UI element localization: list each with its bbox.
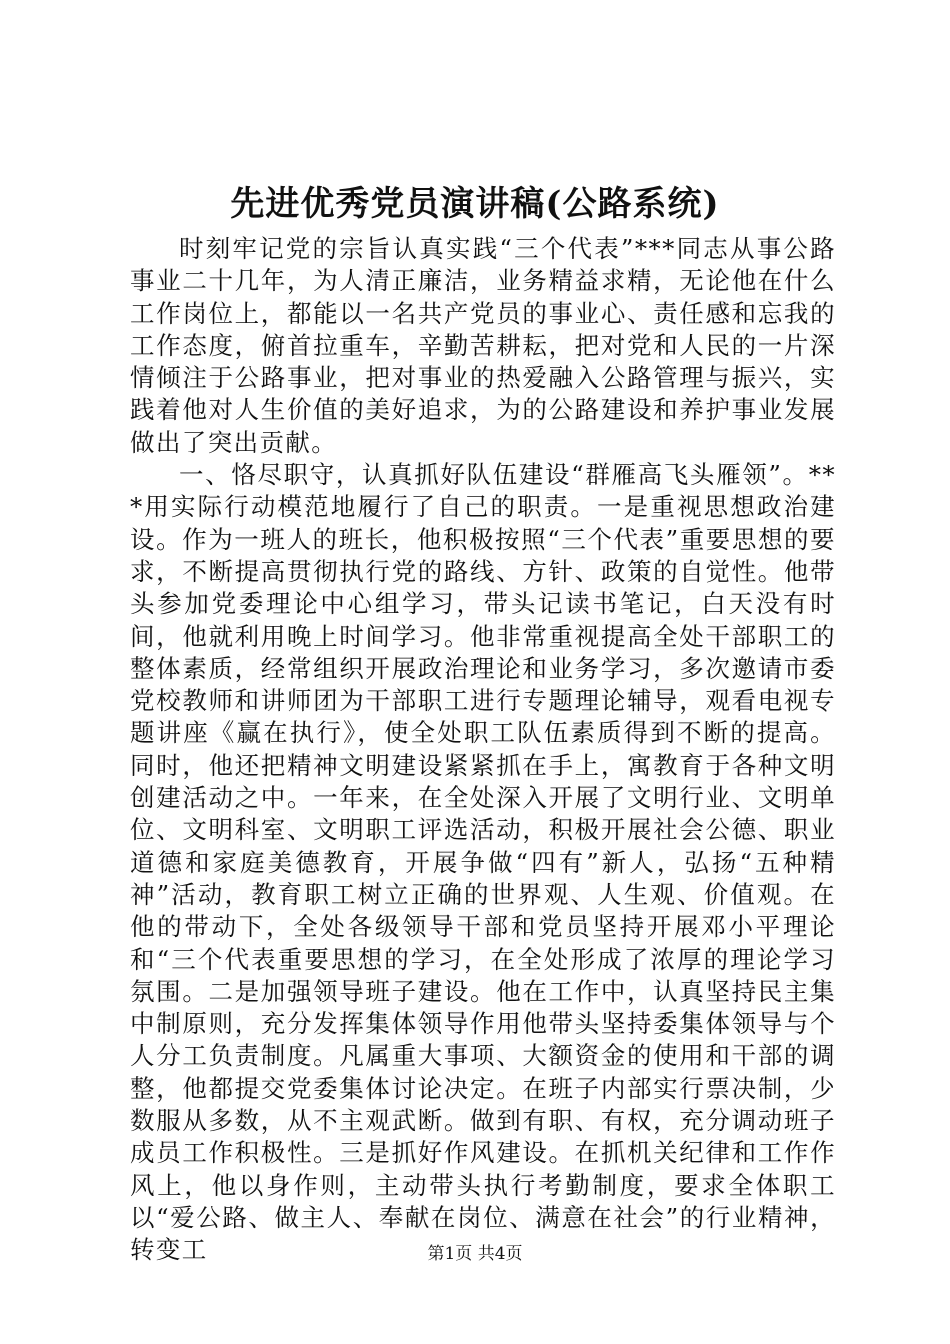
document-title: 先进优秀党员演讲稿(公路系统) bbox=[230, 184, 720, 224]
document-body bbox=[130, 233, 836, 1267]
paragraph-section-one: 一、恪尽职守，认真抓好队伍建设“群雁高飞头雁领”。***用实际行动模范地履行了自己的职责。一是重视思想政治建设。作为一班人的班长，他积极按照“三个代表”重要思想的要求，不断提高贯彻执行党的路线、方针、政策的自觉性。他带头参加党委理论中心组学习，带头记读书笔记，白天没有时间，他就利用晚上时间学习。他非常重视提高全处干部职工的整体素质，经常组织开展政治理论和业务学习，多次邀请市委党校教师和讲师团为干部职工进行专题理论辅导，观看电视专题讲座《赢在执行》，使全处职工队伍素质得到不断的提高。同时，他还把精神文明建设紧紧抓在手上，寓教育于各种文明创建活动之中。一年来，在全处深入开展了文明行业、文明单位、文明科室、文明职工评选活动，积极开展社会公德、职业道德和家庭美德教育，开展争做“四有”新人，弘扬“五种精神”活动，教育职工树立正确的世界观、人生观、价值观。在他的带动下，全处各级领导干部和党员坚持开展邓小平理论和“三个代表重要思想的学习，在全处形成了浓厚的理论学习氛围。二是加强领导班子建设。他在工作中，认真坚持民主集中制原则，充分发挥集体领导作用他带头坚持委集体领导与个人分工负责制度。凡属重大事项、大额资金的使用和干部的调整，他都提交党委集体讨论决定。在班子内部实行票决制，少数服从多数，从不主观武断。做到有职、有权，充分调动班子成员工作积极性。三是抓好作风建设。在抓机关纪律和工作作风上，他以身作则，主动带头执行考勤制度，要求全体职工以“爱公路、做主人、奉献在岗位、满意在社会”的行业精神，转变工 bbox=[130, 460, 836, 1265]
page-number-footer: 第1页 共4页 bbox=[427, 1244, 523, 1264]
paragraph-intro: 时刻牢记党的宗旨认真实践“三个代表”***同志从事公路事业二十几年，为人清正廉洁，业务精益求精，无论他在什么工作岗位上，都能以一名共产党员的事业心、责任感和忘我的工作态度，俯首拉重车，辛勤苦耕耘，把对党和人民的一片深情倾注于公路事业，把对事业的热爱融入公路管理与振兴，实践着他对人生价值的美好追求，为的公路建设和养护事业发展做出了突出贡献。 bbox=[130, 234, 836, 457]
